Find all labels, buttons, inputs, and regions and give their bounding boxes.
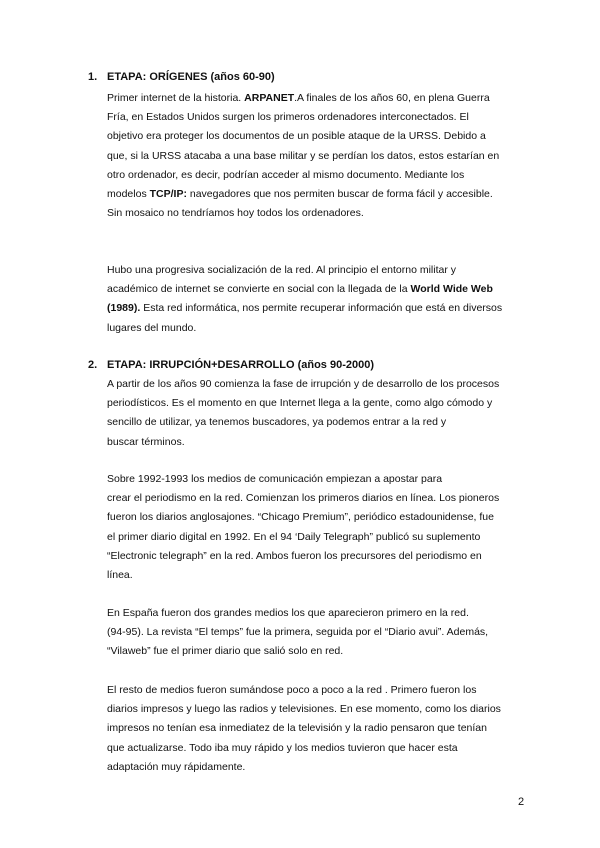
text-line bbox=[107, 604, 527, 623]
text-run: Sobre 1992-1993 los medios de comunicación empiezan a apostar para bbox=[107, 473, 443, 485]
text-line bbox=[107, 566, 527, 585]
text-run: Primer internet de la historia. bbox=[107, 92, 245, 104]
section-title: ETAPA: ORÍGENES (años 60-90) bbox=[107, 71, 275, 83]
text-line bbox=[107, 261, 527, 280]
text-line bbox=[107, 89, 527, 108]
text-run: adaptación muy rápidamente. bbox=[107, 760, 246, 773]
text-run: A partir de los años 90 comienza la fase de irrupción y de desarrollo de los procesos bbox=[107, 378, 500, 390]
text-line bbox=[107, 147, 527, 166]
text-line bbox=[107, 681, 527, 700]
page-number: 2 bbox=[518, 796, 525, 808]
section-title: ETAPA: IRRUPCIÓN+DESARROLLO (años 90-2000) bbox=[107, 359, 374, 371]
text-line bbox=[107, 185, 527, 204]
section-heading bbox=[88, 68, 275, 87]
text-run: periodísticos. Es el momento en que Internet llega a la gente, como algo cómodo y bbox=[107, 397, 493, 410]
text-line bbox=[107, 433, 527, 452]
text-run: crear el periodismo en la red. Comienzan los primeros diarios en línea. Los pioneros bbox=[107, 492, 500, 505]
text-run: .A finales de los años 60, en plena Guerra bbox=[294, 92, 490, 104]
text-run: El resto de medios fueron sumándose poco a poco a la red . Primero fueron los bbox=[107, 684, 477, 696]
text-line bbox=[107, 528, 527, 547]
text-run: sencillo de utilizar, ya tenemos buscadores, ya podemos entrar a la red y bbox=[107, 416, 447, 429]
text-run: (94-95). La revista “El temps” fue la primera, seguida por el “Diario avui”. Además, bbox=[107, 626, 489, 639]
text-line bbox=[107, 375, 527, 394]
text-line bbox=[107, 623, 527, 642]
paragraph bbox=[107, 470, 527, 585]
text-line bbox=[107, 508, 527, 527]
text-run: lugares del mundo. bbox=[107, 321, 197, 334]
text-run: En España fueron dos grandes medios los que aparecieron primero en la red. bbox=[107, 607, 469, 619]
bold-text: World Wide Web bbox=[410, 283, 493, 296]
paragraph bbox=[107, 375, 527, 452]
text-run: Sin mosaico no tendríamos hoy todos los ordenadores. bbox=[107, 207, 364, 220]
bold-text: ARPANET bbox=[244, 92, 295, 104]
section-number: 1. bbox=[88, 71, 98, 83]
text-run: modelos bbox=[107, 188, 150, 201]
text-run: impresos no tenían esa inmediatez de la televisión y la radio pensaron que tenían bbox=[107, 722, 487, 735]
text-line bbox=[107, 166, 527, 185]
text-line bbox=[107, 394, 527, 413]
text-line bbox=[107, 700, 527, 719]
text-line bbox=[107, 280, 527, 299]
paragraph bbox=[107, 604, 527, 662]
text-line bbox=[107, 108, 527, 127]
text-run: Fría, en Estados Unidos surgen los primeros ordenadores interconectados. El bbox=[107, 111, 469, 124]
text-line bbox=[107, 489, 527, 508]
text-line bbox=[107, 758, 527, 777]
text-line bbox=[107, 204, 527, 223]
text-line bbox=[107, 642, 527, 661]
text-run: Esta red informática, nos permite recuperar información que está en diversos bbox=[140, 302, 503, 315]
text-run: buscar términos. bbox=[107, 435, 185, 448]
text-line bbox=[107, 470, 527, 489]
bold-text: TCP/IP: bbox=[149, 188, 187, 201]
text-run: objetivo era proteger los documentos de un posible ataque de la URSS. Debido a bbox=[107, 130, 486, 143]
text-run: que, si la URSS atacaba a una base militar y se perdían los datos, estos estarían en bbox=[107, 149, 500, 162]
text-line bbox=[107, 127, 527, 146]
text-run: línea. bbox=[107, 569, 133, 582]
section-number: 2. bbox=[88, 359, 98, 371]
text-run: académico de internet se convierte en social con la llegada de la bbox=[107, 283, 411, 296]
text-run: Hubo una progresiva socialización de la red. Al principio el entorno militar y bbox=[107, 264, 457, 276]
text-line bbox=[107, 719, 527, 738]
text-run: diarios impresos y luego las radios y televisiones. En ese momento, como los diarios bbox=[107, 703, 501, 716]
text-line bbox=[107, 547, 527, 566]
text-run: otro ordenador, es decir, podrían acceder al mismo documento. Mediante los bbox=[107, 168, 465, 181]
text-line bbox=[107, 299, 527, 318]
text-run: navegadores que nos permiten buscar de forma fácil y accesible. bbox=[186, 188, 493, 201]
section-heading bbox=[88, 356, 374, 375]
text-line bbox=[107, 319, 527, 338]
text-run: “Electronic telegraph” en la red. Ambos fueron los precursores del periodismo en bbox=[107, 549, 482, 562]
paragraph bbox=[107, 89, 527, 223]
text-run: que actualizarse. Todo iba muy rápido y los medios tuvieron que hacer esta bbox=[107, 741, 458, 754]
bold-text: (1989). bbox=[107, 302, 141, 315]
text-line bbox=[107, 413, 527, 432]
paragraph bbox=[107, 261, 527, 338]
text-run: fueron los diarios anglosajones. “Chicago Premium”, periódico estadounidense, fue bbox=[107, 511, 494, 524]
text-run: el primer diario digital en 1992. En el 94 ‘Daily Telegraph” publicó su suplemento bbox=[107, 530, 481, 543]
text-run: “Vilaweb” fue el primer diario que salió solo en red. bbox=[107, 645, 344, 658]
paragraph bbox=[107, 681, 527, 777]
text-line bbox=[107, 739, 527, 758]
